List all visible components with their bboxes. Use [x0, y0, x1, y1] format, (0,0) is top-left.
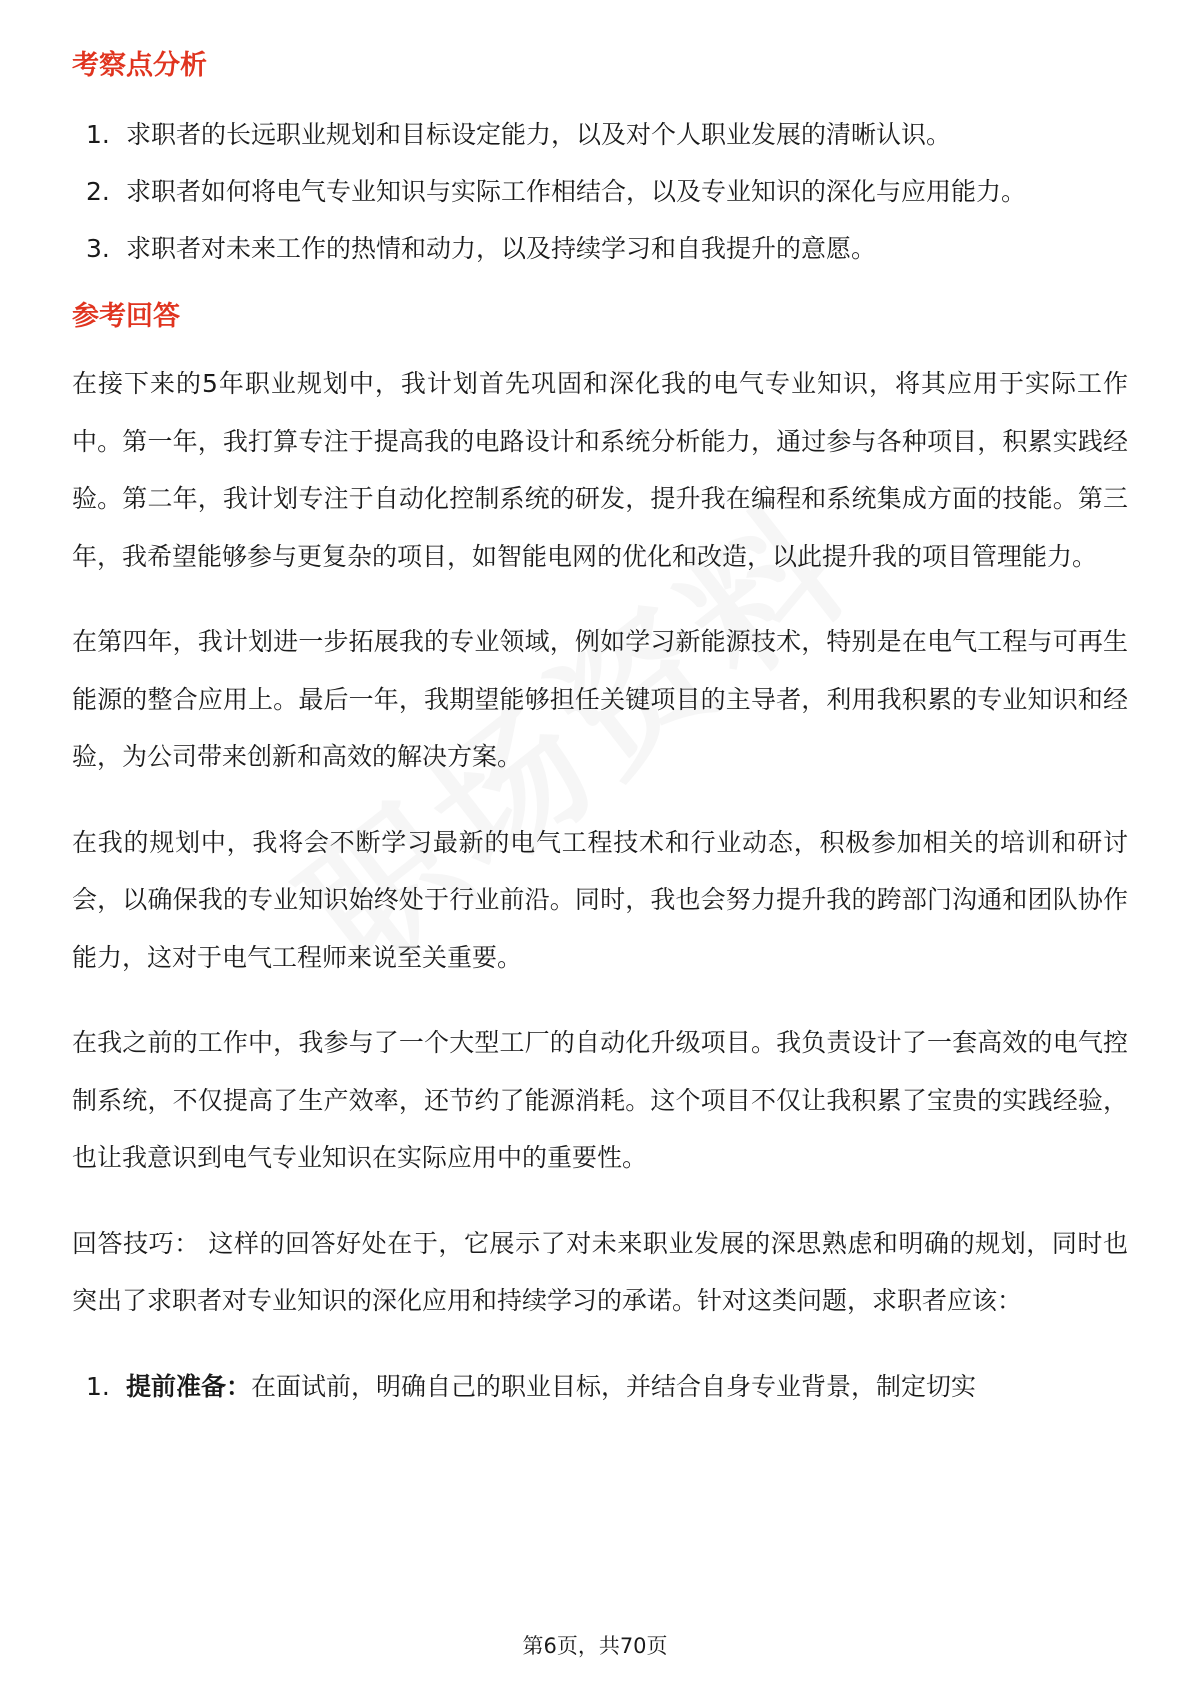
tips-list	[72, 1358, 1128, 1415]
document-page	[72, 46, 1128, 1415]
list-number: 3.	[86, 234, 110, 263]
answer-paragraph: 在接下来的5年职业规划中，我计划首先巩固和深化我的电气专业知识，将其应用于实际工作中。第一年，我打算专注于提高我的电路设计和系统分析能力，通过参与各种项目，积累实践经验。第二年，我计划专注于自动化控制系统的研发，提升我在编程和系统集成方面的技能。第三年，我希望能够参与更复杂的项目，如智能电网的优化和改造，以此提升我的项目管理能力。	[72, 369, 1128, 571]
analysis-section-title: 考察点分析	[72, 50, 207, 81]
list-number: 2.	[86, 177, 110, 206]
tip-text: 在面试前，明确自己的职业目标，并结合自身专业背景，制定切实	[251, 1371, 977, 1401]
list-item	[72, 1358, 1128, 1415]
answer-section-title: 参考回答	[72, 301, 180, 332]
list-number: 1.	[86, 1371, 110, 1401]
answer-paragraph: 在我的规划中，我将会不断学习最新的电气工程技术和行业动态，积极参加相关的培训和研讨会，以确保我的专业知识始终处于行业前沿。同时，我也会努力提升我的跨部门沟通和团队协作能力，这对于电气工程师来说至关重要。	[72, 827, 1128, 972]
answer-paragraph: 在第四年，我计划进一步拓展我的专业领域，例如学习新能源技术，特别是在电气工程与可再生能源的整合应用上。最后一年，我期望能够担任关键项目的主导者，利用我积累的专业知识和经验，为公司带来创新和高效的解决方案。	[72, 627, 1128, 771]
list-item-text: 求职者如何将电气专业知识与实际工作相结合，以及专业知识的深化与应用能力。	[126, 177, 1027, 206]
list-number: 1.	[86, 120, 110, 149]
answer-paragraph: 在我之前的工作中，我参与了一个大型工厂的自动化升级项目。我负责设计了一套高效的电气控制系统，不仅提高了生产效率，还节约了能源消耗。这个项目不仅让我积累了宝贵的实践经验，也让我意识到电气专业知识在实际应用中的重要性。	[72, 1028, 1128, 1172]
tip-label: 提前准备：	[126, 1371, 252, 1401]
page-footer: 第6页，共70页	[522, 1634, 668, 1658]
list-item	[72, 220, 1128, 277]
list-item	[72, 163, 1128, 220]
list-item-text: 求职者对未来工作的热情和动力，以及持续学习和自我提升的意愿。	[126, 234, 877, 263]
list-item-text: 求职者的长远职业规划和目标设定能力，以及对个人职业发展的清晰认识。	[126, 120, 952, 149]
list-item	[72, 106, 1128, 163]
answer-tips-paragraph: 回答技巧： 这样的回答好处在于，它展示了对未来职业发展的深思熟虑和明确的规划，同时也突出了求职者对专业知识的深化应用和持续学习的承诺。针对这类问题，求职者应该：	[72, 1228, 1128, 1315]
analysis-points-list	[72, 106, 1128, 277]
